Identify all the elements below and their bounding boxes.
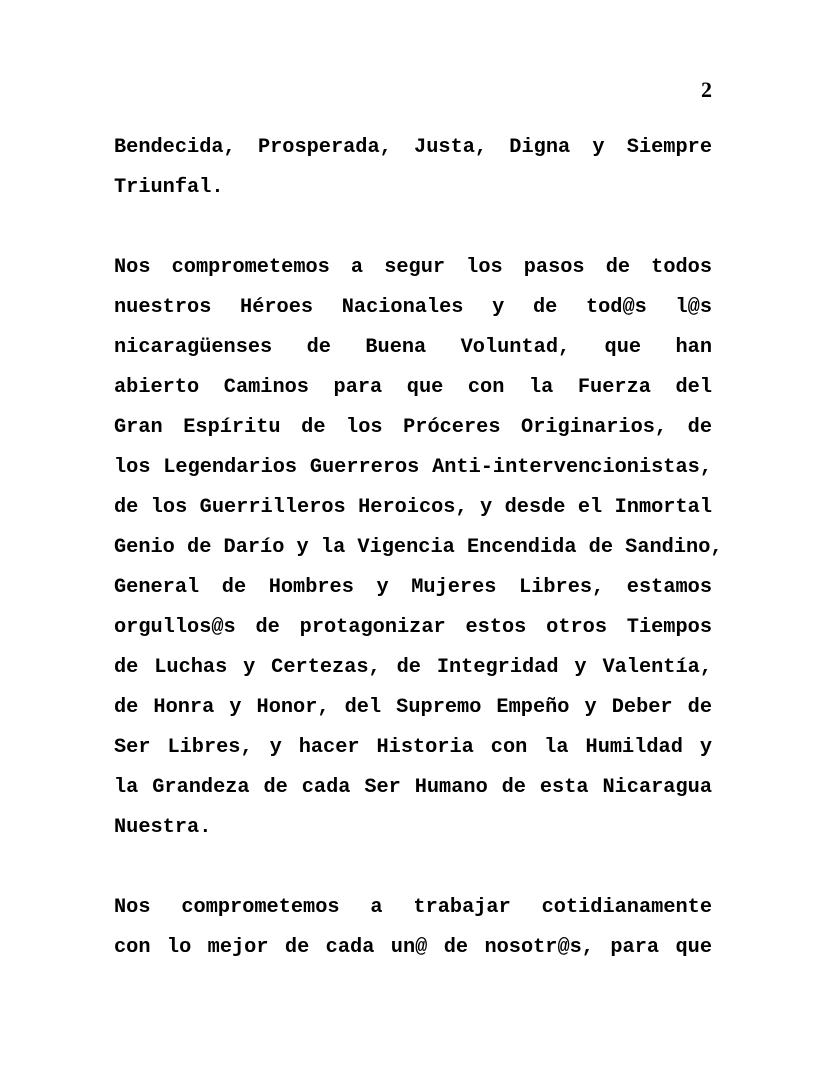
text-line: Ser Libres, y hacer Historia con la Humildad y bbox=[114, 736, 712, 759]
text-line: General de Hombres y Mujeres Libres, estamos bbox=[114, 576, 712, 599]
text-line: nuestros Héroes Nacionales y de tod@s l@s bbox=[114, 296, 712, 319]
text-line: Nuestra. bbox=[114, 816, 212, 839]
page-number: 2 bbox=[701, 77, 712, 102]
text-line: orgullos@s de protagonizar estos otros Tiempos bbox=[114, 616, 712, 639]
text-line: de Honra y Honor, del Supremo Empeño y Deber de bbox=[114, 696, 712, 719]
text-line: de los Guerrilleros Heroicos, y desde el Inmortal bbox=[114, 496, 712, 519]
text-line: abierto Caminos para que con la Fuerza del bbox=[114, 376, 712, 399]
text-line: los Legendarios Guerreros Anti-intervencionistas, bbox=[114, 456, 712, 479]
text-line: Gran Espíritu de los Próceres Originarios, de bbox=[114, 416, 712, 439]
text-line: de Luchas y Certezas, de Integridad y Valentía, bbox=[114, 656, 712, 679]
text-line: nicaragüenses de Buena Voluntad, que han bbox=[114, 336, 712, 359]
text-line: Bendecida, Prosperada, Justa, Digna y Siempre bbox=[114, 136, 712, 159]
text-line: con lo mejor de cada un@ de nosotr@s, para que bbox=[114, 936, 712, 959]
paragraph-3 bbox=[114, 894, 712, 974]
paragraph-2 bbox=[114, 254, 723, 854]
text-line: Genio de Darío y la Vigencia Encendida de Sandino, bbox=[114, 536, 723, 559]
text-line: Triunfal. bbox=[114, 176, 224, 199]
text-line: Nos comprometemos a trabajar cotidianamente bbox=[114, 896, 712, 919]
paragraph-1 bbox=[114, 134, 712, 214]
document-body bbox=[114, 134, 723, 1014]
text-line: la Grandeza de cada Ser Humano de esta Nicaragua bbox=[114, 776, 712, 799]
text-line: Nos comprometemos a segur los pasos de todos bbox=[114, 256, 712, 279]
